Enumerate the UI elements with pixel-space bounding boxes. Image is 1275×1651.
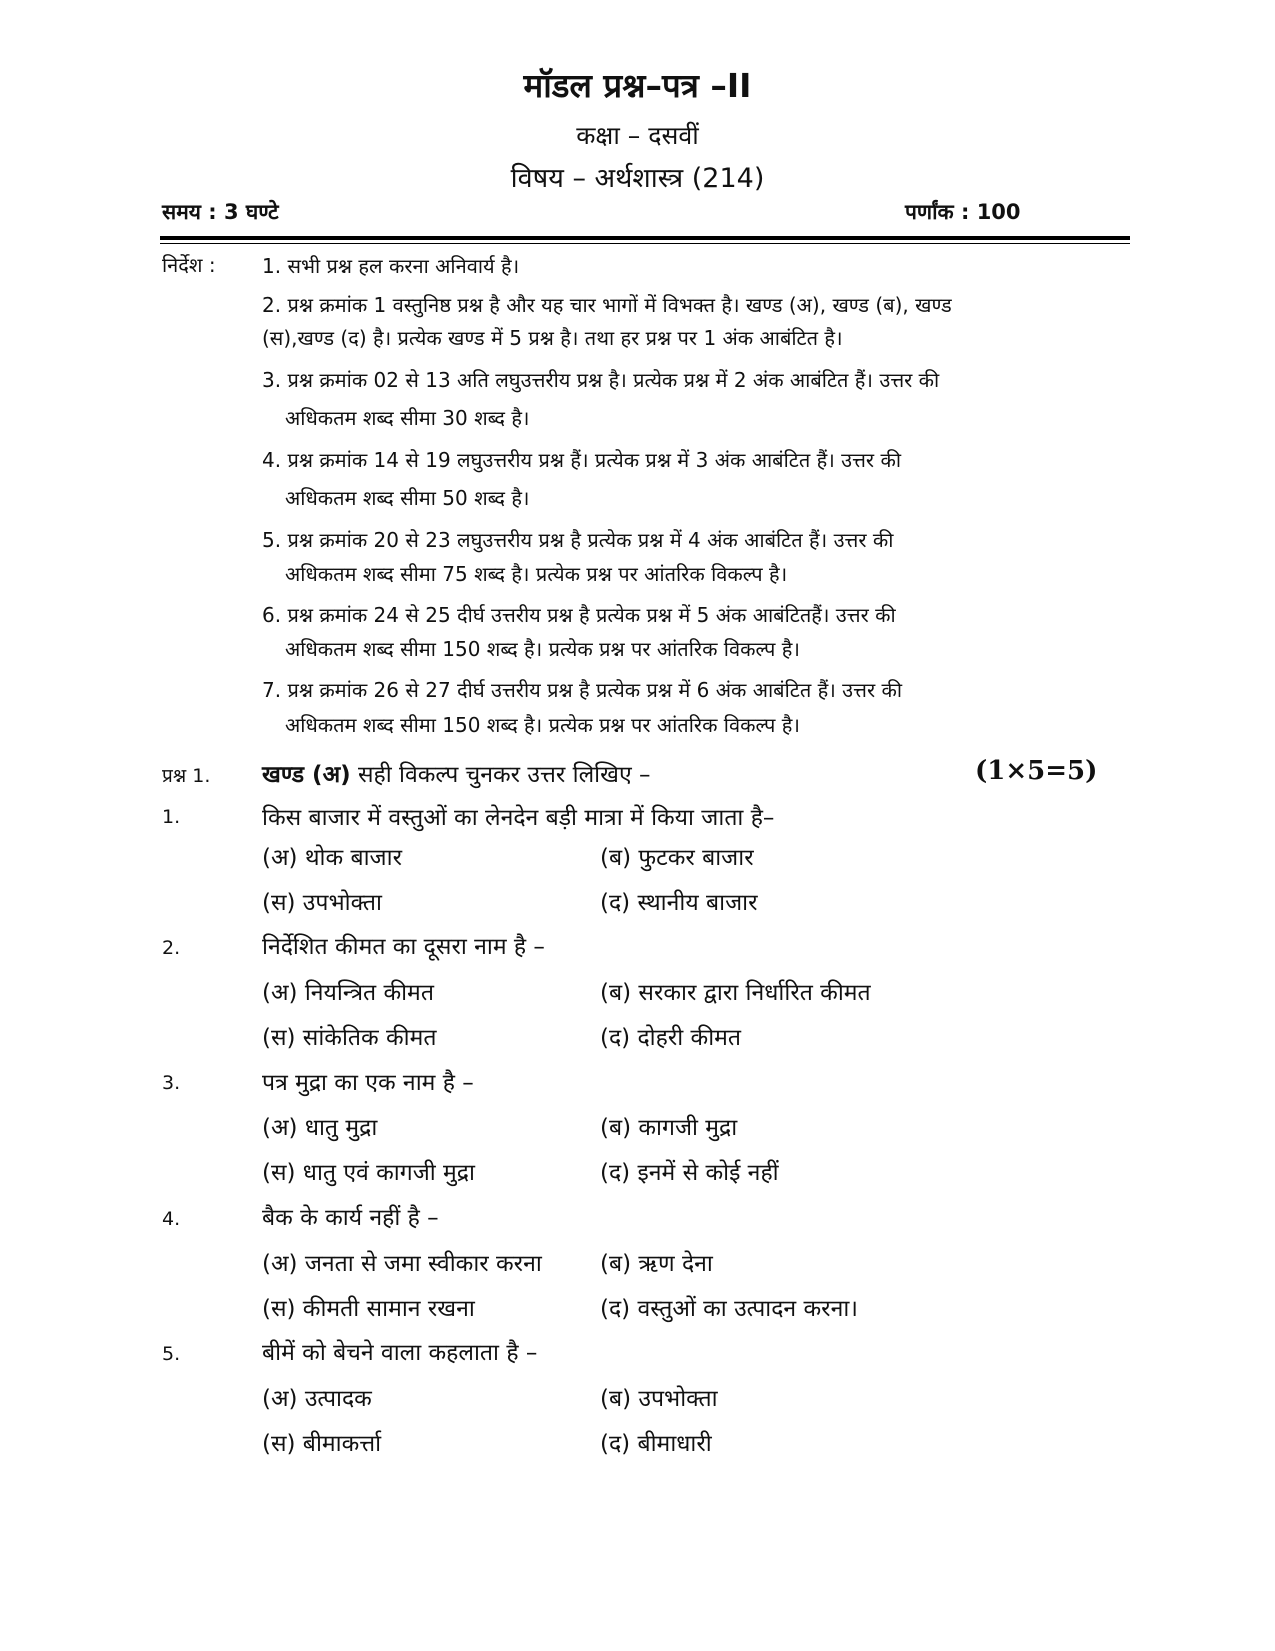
- instruction-2-line-1: 2. प्रश्न क्रमांक 1 वस्तुनिष्ठ प्रश्न है और यह चार भागों में विभक्त है। खण्ड (अ), खण्ड (ब), खण्ड: [262, 293, 952, 317]
- question-1-text: किस बाजार में वस्तुओं का लेनदेन बड़ी मात्रा में किया जाता है–: [262, 805, 775, 831]
- instruction-1-line-1: 1. सभी प्रश्न हल करना अनिवार्य है।: [262, 254, 520, 278]
- instruction-6-line-2: अधिकतम शब्द सीमा 150 शब्द है। प्रत्येक प्रश्न पर आंतरिक विकल्प है।: [285, 637, 800, 661]
- question-4-option-b: (ब) ऋण देना: [600, 1251, 713, 1277]
- question-3-option-b: (ब) कागजी मुद्रा: [600, 1115, 738, 1141]
- question-3-option-a: (अ) धातु मुद्रा: [262, 1115, 378, 1141]
- instruction-7-line-1: 7. प्रश्न क्रमांक 26 से 27 दीर्घ उत्तरीय प्रश्न है प्रत्येक प्रश्न में 6 अंक आबंटित हैं। उत्तर की: [262, 678, 903, 702]
- question-5-number: 5.: [162, 1343, 181, 1365]
- question-5-option-b: (ब) उपभोक्ता: [600, 1386, 718, 1412]
- question-3-number: 3.: [162, 1072, 181, 1094]
- instruction-7-line-2: अधिकतम शब्द सीमा 150 शब्द है। प्रत्येक प्रश्न पर आंतरिक विकल्प है।: [285, 713, 800, 737]
- question-4-number: 4.: [162, 1208, 181, 1230]
- question-2-text: निर्देशित कीमत का दूसरा नाम है –: [262, 934, 545, 960]
- question-5-text: बीमें को बेचने वाला कहलाता है –: [262, 1340, 538, 1366]
- question-1-option-d: (द) स्थानीय बाजार: [600, 890, 758, 916]
- header-divider-thin: [160, 243, 1130, 244]
- question-3-option-c: (स) धातु एवं कागजी मुद्रा: [262, 1160, 475, 1186]
- instructions-label: निर्देश :: [162, 253, 216, 277]
- question-2-option-b: (ब) सरकार द्वारा निर्धारित कीमत: [600, 980, 871, 1006]
- question-3-option-d: (द) इनमें से कोई नहीं: [600, 1160, 779, 1186]
- question-3-text: पत्र मुद्रा का एक नाम है –: [262, 1070, 474, 1096]
- subject-line: विषय – अर्थशास्त्र (214): [510, 163, 765, 194]
- question-4-option-c: (स) कीमती सामान रखना: [262, 1296, 475, 1322]
- instruction-3-line-2: अधिकतम शब्द सीमा 30 शब्द है।: [285, 406, 530, 430]
- question-2-option-c: (स) सांकेतिक कीमत: [262, 1025, 437, 1051]
- instruction-2-line-2: (स),खण्ड (द) है। प्रत्येक खण्ड में 5 प्रश्न है। तथा हर प्रश्न पर 1 अंक आबंटित है।: [262, 326, 843, 350]
- question-5-option-a: (अ) उत्पादक: [262, 1386, 372, 1412]
- instruction-3-line-1: 3. प्रश्न क्रमांक 02 से 13 अति लघुउत्तरीय प्रश्न है। प्रत्येक प्रश्न में 2 अंक आबंटित हैं। उत्तर की: [262, 368, 940, 392]
- section-name: खण्ड (अ): [262, 762, 351, 788]
- instruction-5-line-1: 5. प्रश्न क्रमांक 20 से 23 लघुउत्तरीय प्रश्न है प्रत्येक प्रश्न में 4 अंक आबंटित हैं। उत्तर की: [262, 528, 894, 552]
- question-2-number: 2.: [162, 937, 181, 959]
- question-4-option-d: (द) वस्तुओं का उत्पादन करना।: [600, 1296, 859, 1322]
- question-1-option-c: (स) उपभोक्ता: [262, 890, 382, 916]
- time-allowed: समय : 3 घण्टे: [162, 200, 279, 224]
- question-4-option-a: (अ) जनता से जमा स्वीकार करना: [262, 1251, 542, 1277]
- header-divider-thick: [160, 236, 1130, 240]
- question-5-option-d: (द) बीमाधारी: [600, 1431, 712, 1457]
- instruction-4-line-2: अधिकतम शब्द सीमा 50 शब्द है।: [285, 486, 530, 510]
- section-heading: [262, 757, 650, 789]
- instruction-6-line-1: 6. प्रश्न क्रमांक 24 से 25 दीर्घ उत्तरीय प्रश्न है प्रत्येक प्रश्न में 5 अंक आबंटितहैं। उत्तर की: [262, 603, 896, 627]
- section-question-label: प्रश्न 1.: [162, 765, 211, 787]
- question-1-option-b: (ब) फुटकर बाजार: [600, 845, 754, 871]
- question-2-option-d: (द) दोहरी कीमत: [600, 1025, 742, 1051]
- max-marks: पर्णांक : 100: [905, 200, 1021, 224]
- instruction-4-line-1: 4. प्रश्न क्रमांक 14 से 19 लघुउत्तरीय प्रश्न हैं। प्रत्येक प्रश्न में 3 अंक आबंटित हैं। उत्तर की: [262, 448, 902, 472]
- question-2-option-a: (अ) नियन्त्रित कीमत: [262, 980, 434, 1006]
- paper-title: मॉडल प्रश्न–पत्र –II: [523, 66, 752, 105]
- question-1-option-a: (अ) थोक बाजार: [262, 845, 402, 871]
- question-1-number: 1.: [162, 806, 181, 828]
- question-4-text: बैक के कार्य नहीं है –: [262, 1205, 439, 1231]
- class-line: कक्षा – दसवीं: [576, 121, 699, 150]
- question-5-option-c: (स) बीमाकर्त्ता: [262, 1431, 382, 1457]
- instruction-5-line-2: अधिकतम शब्द सीमा 75 शब्द है। प्रत्येक प्रश्न पर आंतरिक विकल्प है।: [285, 562, 788, 586]
- section-instruction: सही विकल्प चुनकर उत्तर लिखिए –: [357, 762, 651, 788]
- section-marks: (1×5=5): [975, 756, 1098, 786]
